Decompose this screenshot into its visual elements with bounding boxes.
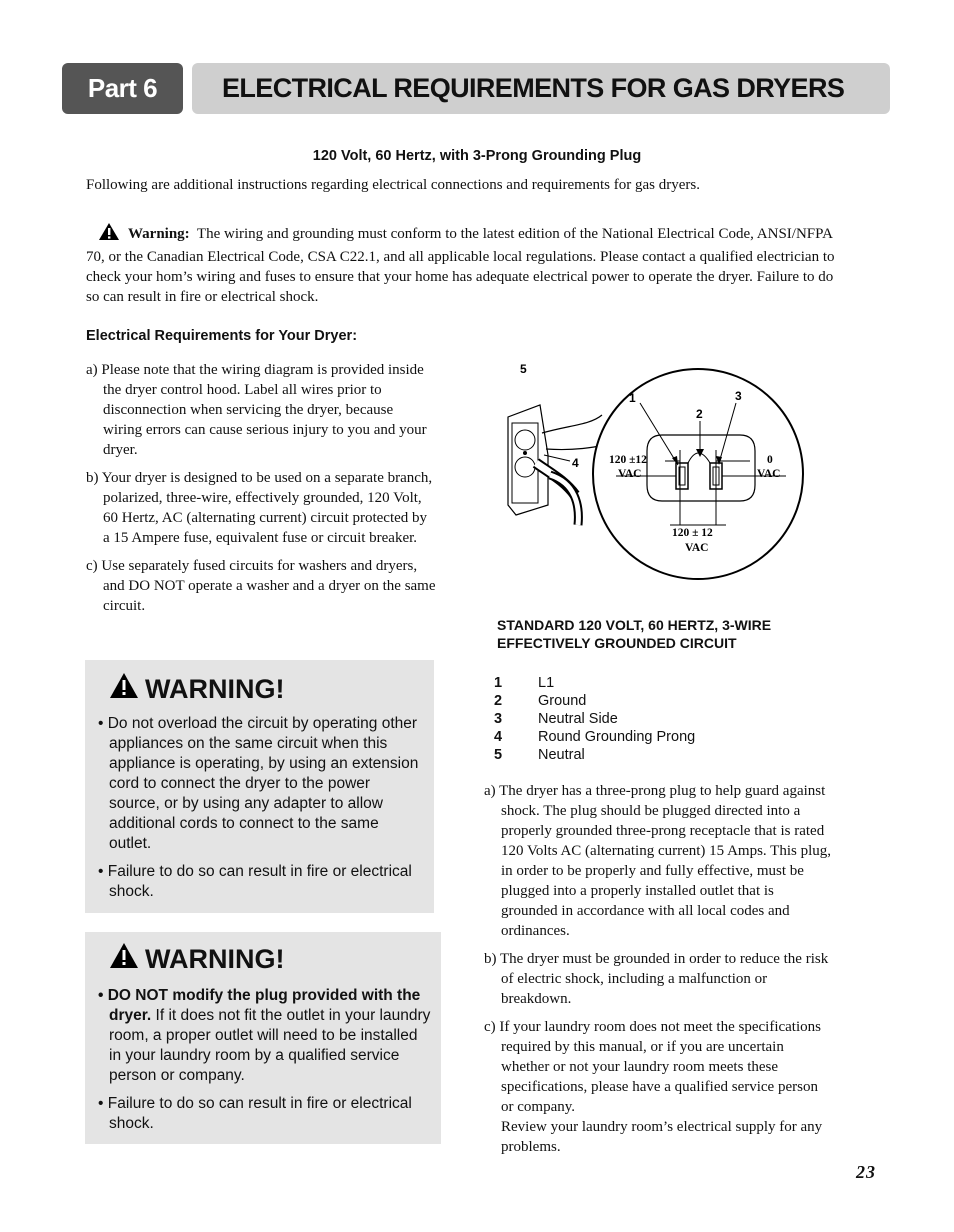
warning-bullet: • Failure to do so can result in fire or electrical shock. [98,1095,412,1132]
caption-line: STANDARD 120 VOLT, 60 HERTZ, 3-WIRE [497,617,772,633]
list-item: b) Your dryer is designed to be used on a separate branch, polarized, three-wire, effectively grounded, 120 Volt, 60 Hertz, AC (alternating current) circuit protected by a 15 Ampere fuse, equivalent fuse or circuit breaker. [86,470,433,546]
diagram-label-4: 4 [572,456,579,470]
warning-bullet-bold: • DO NOT modify the plug provided with the dryer. [98,987,421,1024]
warning-title-text: WARNING! [145,673,285,704]
warning-box-overload [85,660,434,913]
warning-note [86,222,850,307]
requirements-heading: Electrical Requirements for Your Dryer: [86,328,358,344]
warning-bullet [98,986,432,1086]
warning-bullet: • Do not overload the circuit by operating other appliances on the same circuit when this appliance is operating, by using an extension cord to connect the dryer to the power source, or by using any adapter to allow additional cords to connect to the same outlet. [98,715,419,852]
legend-item: 4 Round Grounding Prong [494,729,696,745]
diagram-label-5: 5 [520,362,527,376]
list-item: b) The dryer must be grounded in order to reduce the risk of electric shock, including a malfunction or breakdown. [484,951,829,1007]
diagram-label-1: 1 [629,391,636,405]
legend-item: 5 Neutral [494,747,585,763]
diagram-label-2: 2 [696,407,703,421]
caption-line: EFFECTIVELY GROUNDED CIRCUIT [497,635,737,651]
warning-bullet-text: If it does not fit the outlet in your laundry room, a proper outlet will need to be installed in your laundry room by a qualified service person or company. [109,1007,431,1084]
list-item: a) Please note that the wiring diagram is provided inside the dryer control hood. Label all wires prior to disconnection when servicing the dryer, because wiring errors can cause serious injury to you and your dryer. [86,362,427,458]
warning-note-label: Warning: [128,226,190,242]
page-number: 23 [856,1162,876,1182]
warning-box-title [109,942,284,976]
legend-item: 3 Neutral Side [494,711,618,727]
bottom-voltage-value: 120 ± 12 [672,527,713,539]
right-voltage-unit: VAC [757,468,781,480]
diagram-legend [494,675,695,765]
section-title: 120 Volt, 60 Hertz, with 3-Prong Grounding Plug [312,148,642,164]
right-voltage-value: 0 [767,454,773,466]
part-label: Part 6 [62,63,183,114]
warning-bullet: • Failure to do so can result in fire or electrical shock. [98,863,412,900]
left-voltage-unit: VAC [618,468,642,480]
diagram-caption [497,616,771,652]
left-voltage-value: 120 ±12 [609,454,647,466]
wall-outlet-illustration [508,405,548,515]
warning-triangle-icon [109,672,139,706]
list-item: a) The dryer has a three-prong plug to help guard against shock. The plug should be plugged directed into a properly grounded three-prong receptacle that is rated 120 Volts AC (alternating current) 15 Amps. This plug, in order to be properly and fully effective, must be plugged into a properly installed outlet that is grounded in accordance with all local codes and ordinances. [484,783,831,939]
list-item: c) If your laundry room does not meet the specifications required by this manual, or if you are uncertain whether or not your laundry room meets these specifications, please have a qualified service person or company. [484,1019,821,1115]
requirements-list [86,360,436,624]
warning-box-plug [85,932,441,1144]
plug-notes-list [484,781,834,1165]
warning-triangle-icon [92,222,120,247]
outlet-diagram [480,355,820,585]
legend-item: 1 L1 [494,675,555,691]
warning-box-title [109,672,284,706]
intro-paragraph: Following are additional instructions regarding electrical connections and requirements for gas dryers. [86,177,700,193]
warning-triangle-icon [109,942,139,976]
warning-title-text: WARNING! [145,943,285,974]
warning-note-text: The wiring and grounding must conform to the latest edition of the National Electrical Code, ANSI/NFPA 70, or the Canadian Electrical Code, CSA C22.1, and all applicable local regulations. Please contact a qualified electrician to check your hom’s wiring and fuses to ensure that your home has adequate electrical power to operate the dryer. Failure to do so can result in fire or electrical shock. [86,226,835,305]
page-title: ELECTRICAL REQUIREMENTS FOR GAS DRYERS [192,63,890,114]
list-item-continuation: Review your laundry room’s electrical supply for any problems. [501,1119,823,1155]
list-item: c) Use separately fused circuits for washers and dryers, and DO NOT operate a washer and a dryer on the same circuit. [86,558,436,614]
legend-item: 2 Ground [494,693,587,709]
diagram-label-3: 3 [735,389,742,403]
bottom-voltage-unit: VAC [685,542,709,554]
